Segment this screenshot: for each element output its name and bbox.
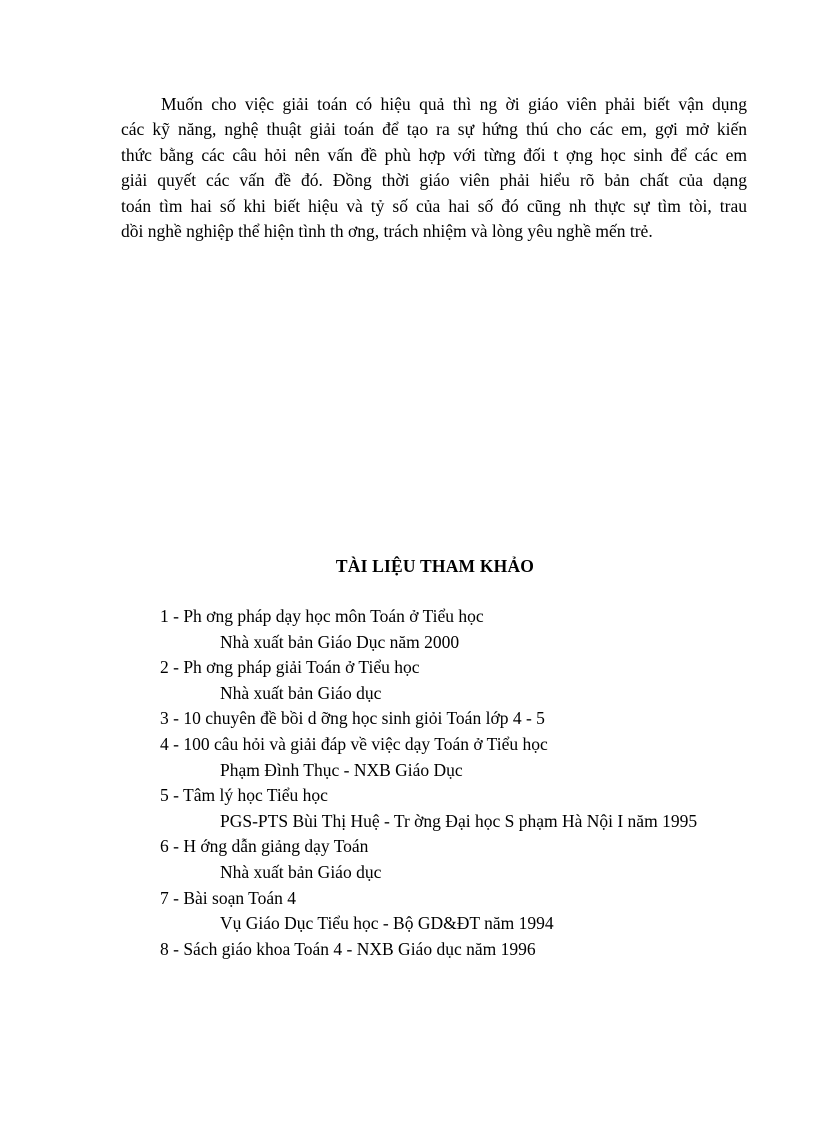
reference-title: 7 - Bài soạn Toán 4 — [160, 887, 297, 908]
reference-publisher: Nhà xuất bản Giáo dục — [220, 861, 382, 882]
paragraph-line: toán tìm hai số khi biết hiệu và tỷ số của hai số đó cũng nh thực sự tìm tòi, trau — [121, 195, 747, 216]
reference-item — [160, 937, 697, 963]
references-list — [160, 604, 697, 962]
reference-title: 1 - Ph ơng pháp dạy học môn Toán ở Tiểu học — [160, 606, 484, 626]
reference-item — [160, 783, 697, 834]
reference-title: 2 - Ph ơng pháp giải Toán ở Tiểu học — [160, 657, 420, 678]
reference-title: 3 - 10 chuyên đề bồi d ỡng học sinh giỏi Toán lớp 4 - 5 — [160, 708, 545, 729]
paragraph-line: dồi nghề nghiệp thể hiện tình th ơng, trách nhiệm và lòng yêu nghề mến trẻ. — [121, 221, 653, 242]
reference-item — [160, 655, 697, 706]
reference-title: 6 - H ớng dẫn giảng dạy Toán — [160, 836, 369, 857]
paragraph-line: các kỹ năng, nghệ thuật giải toán để tạo ra sự hứng thú cho các em, gợi mở kiến — [121, 119, 747, 140]
reference-item — [160, 732, 697, 783]
reference-title: 5 - Tâm lý học Tiểu học — [160, 785, 328, 806]
reference-publisher: Nhà xuất bản Giáo Dục năm 2000 — [220, 631, 460, 652]
reference-publisher: PGS-PTS Bùi Thị Huệ - Tr ờng Đại học S phạm Hà Nội I năm 1995 — [220, 810, 698, 831]
reference-item — [160, 706, 697, 732]
reference-publisher: Vụ Giáo Dục Tiểu học - Bộ GD&ĐT năm 1994 — [220, 913, 554, 934]
body-paragraph — [121, 92, 747, 244]
reference-publisher: Nhà xuất bản Giáo dục — [220, 682, 382, 703]
reference-item — [160, 834, 697, 885]
reference-item — [160, 604, 697, 655]
reference-title: 8 - Sách giáo khoa Toán 4 - NXB Giáo dục năm 1996 — [160, 938, 536, 959]
paragraph-line: thức bằng các câu hỏi nên vấn đề phù hợp với từng đối t ợng học sinh để các em — [121, 144, 747, 165]
paragraph-line: giải quyết các vấn đề đó. Đồng thời giáo viên phải hiểu rõ bản chất của dạng — [121, 170, 747, 191]
paragraph-line: Muốn cho việc giải toán có hiệu quả thì ng ời giáo viên phải biết vận dụng — [161, 94, 747, 114]
reference-title: 4 - 100 câu hỏi và giải đáp về việc dạy Toán ở Tiểu học — [160, 733, 548, 754]
reference-item — [160, 886, 697, 937]
reference-publisher: Phạm Đình Thục - NXB Giáo Dục — [220, 759, 463, 780]
references-heading: TÀI LIỆU THAM KHẢO — [335, 556, 535, 576]
